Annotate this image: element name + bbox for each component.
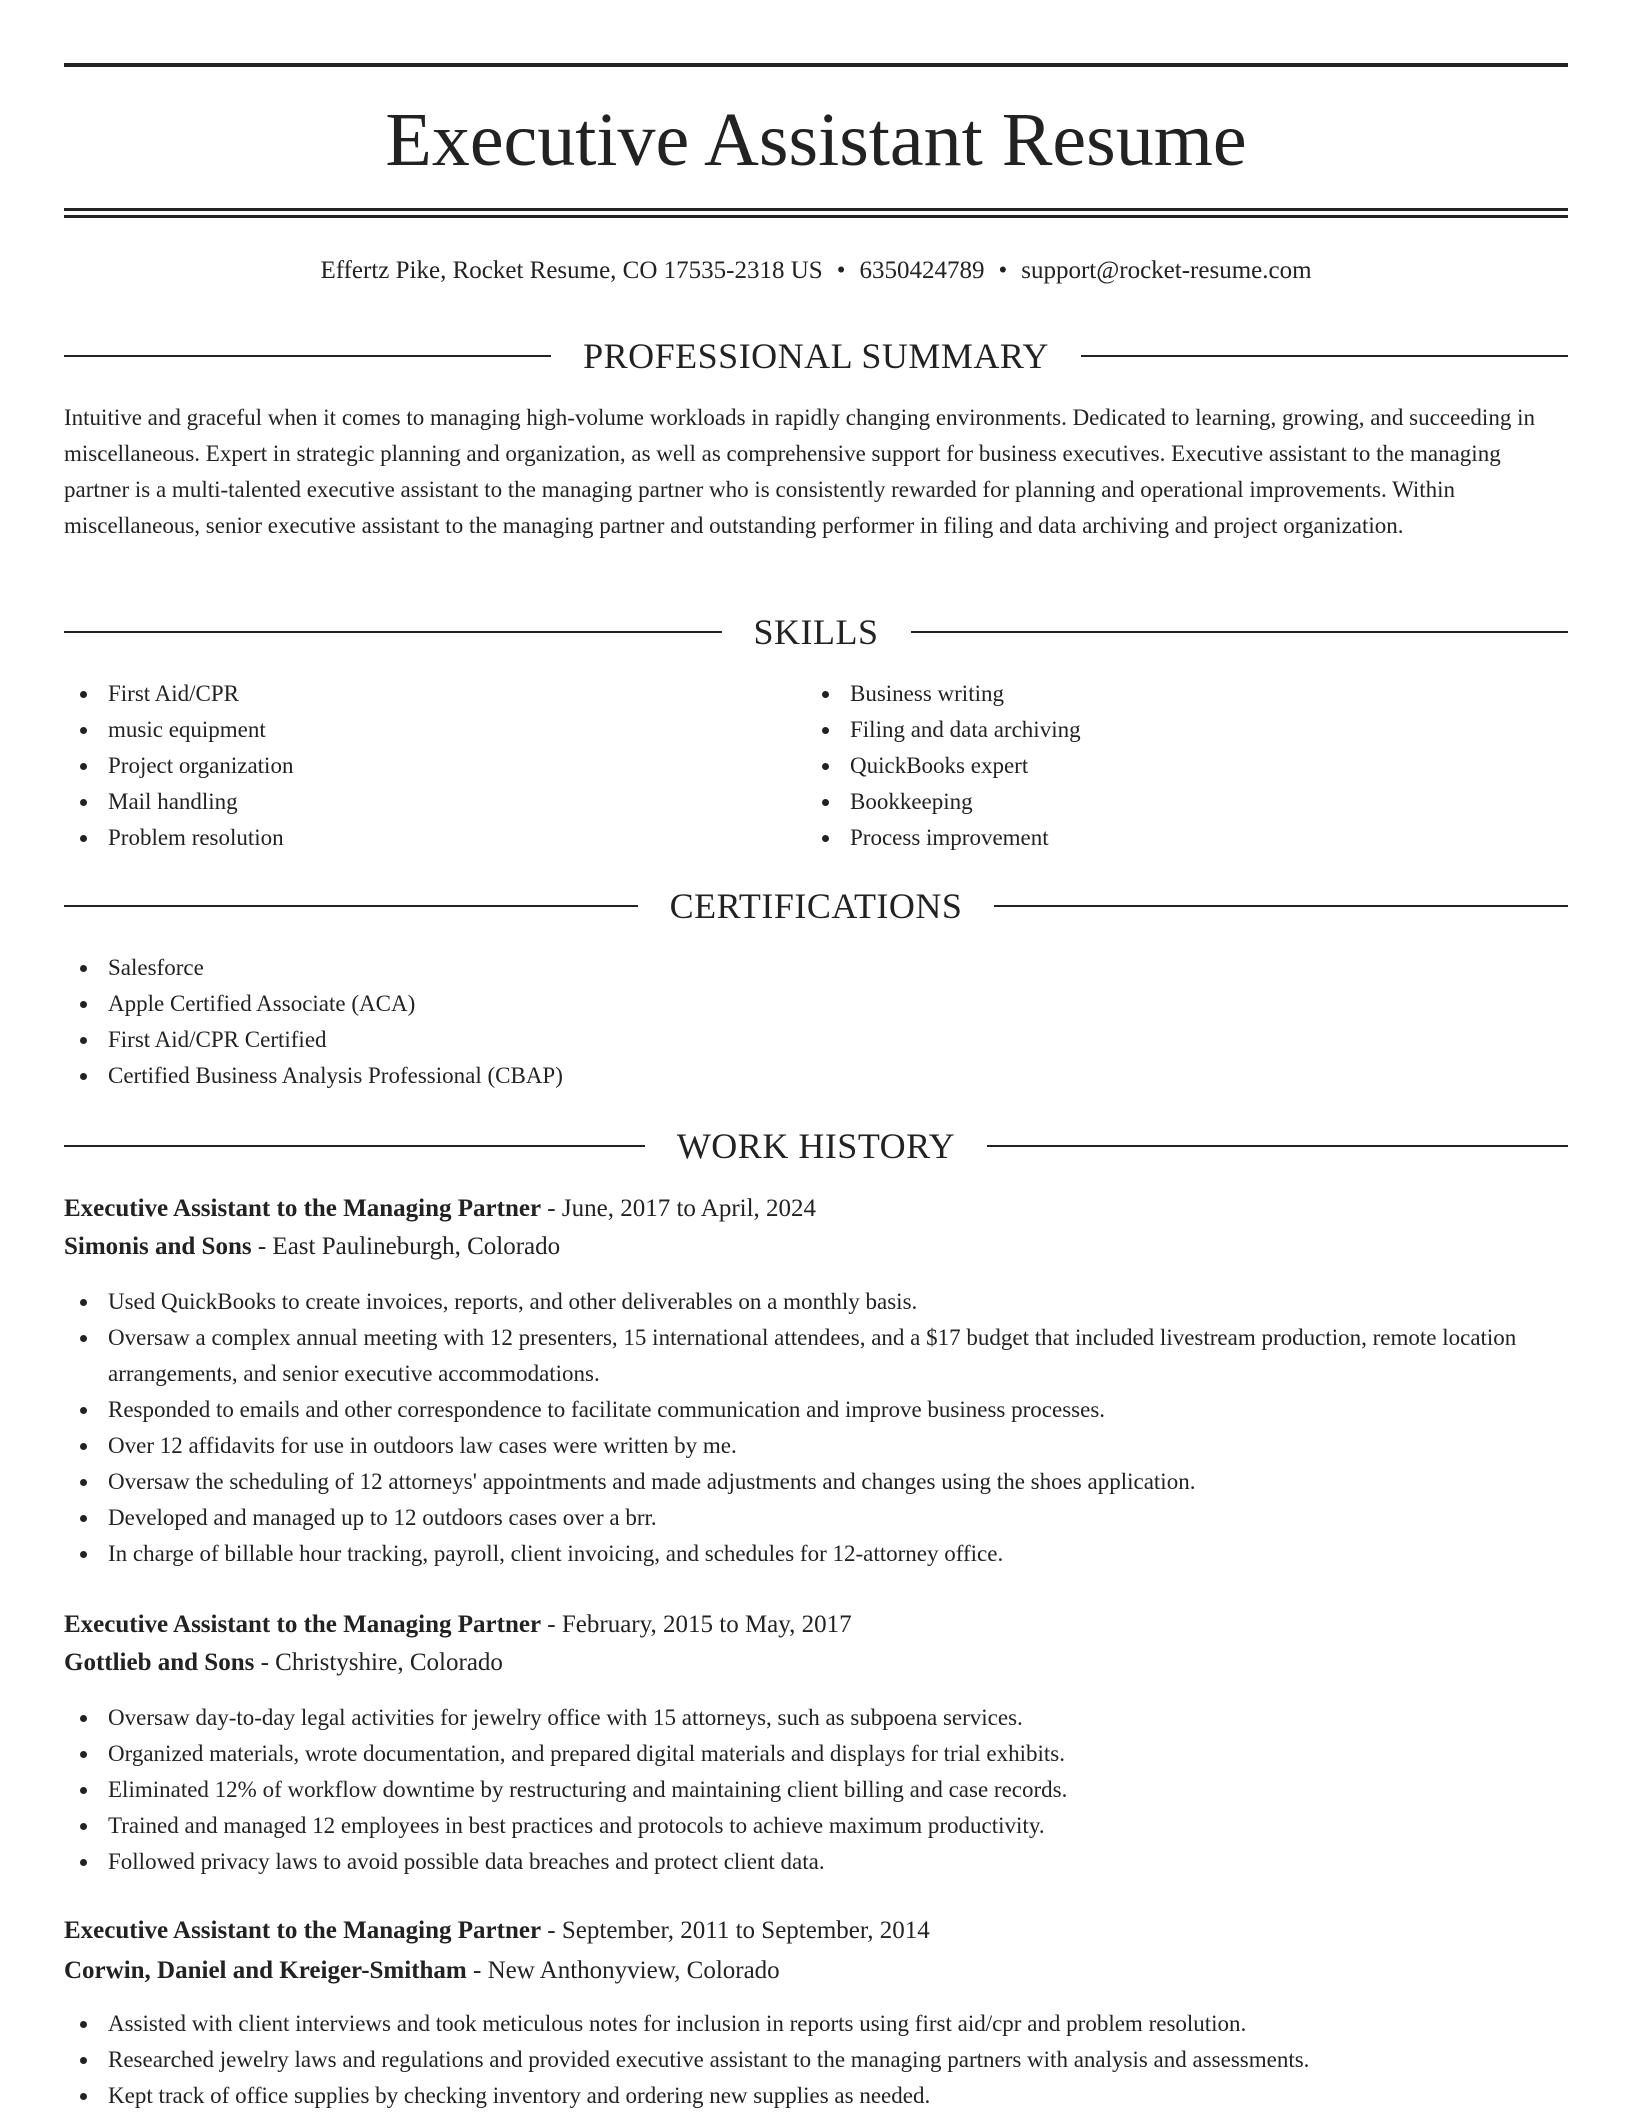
job-company: Gottlieb and Sons [64,1649,255,1676]
skill-item: Process improvement [806,820,1566,856]
contact-phone: 6350424789 [859,257,985,284]
skill-item: QuickBooks expert [806,748,1566,784]
certification-item: First Aid/CPR Certified [64,1022,1568,1058]
skill-item: Project organization [64,748,804,784]
job-bullet: In charge of billable hour tracking, payroll, client invoicing, and schedules for 12-attorney office. [64,1536,1568,1572]
job-bullet: Organized materials, wrote documentation, and prepared digital materials and displays for trial exhibits. [64,1736,1568,1772]
job-company-line [64,1644,1568,1682]
job-dates: - June, 2017 to April, 2024 [541,1195,817,1222]
job-bullet-list [64,1700,1568,1880]
contact-line [64,254,1568,288]
certifications-list [64,950,1568,1094]
skills-column-left [64,676,804,856]
contact-separator: • [998,257,1008,284]
skill-item: Business writing [806,676,1566,712]
certifications-section [64,950,1568,1094]
job-title: Executive Assistant to the Managing Partner [64,1917,542,1944]
work-history-heading [64,1124,1568,1168]
job-bullet: Oversaw day-to-day legal activities for jewelry office with 15 attorneys, such as subpoena services. [64,1700,1568,1736]
certifications-heading [64,884,1568,928]
title-double-rule [64,208,1568,218]
job-duties [64,1700,1568,1880]
heading-rule-right [994,905,1568,907]
heading-rule-left [64,905,638,907]
heading-rule-right [987,1145,1568,1147]
job-bullet: Oversaw the scheduling of 12 attorneys' appointments and made adjustments and changes using the shoes application. [64,1464,1568,1500]
job-title: Executive Assistant to the Managing Partner [64,1195,542,1222]
skills-list-right [806,676,1566,856]
job-bullet: Over 12 affidavits for use in outdoors law cases were written by me. [64,1428,1568,1464]
job-bullet: Trained and managed 12 employees in best practices and protocols to achieve maximum productivity. [64,1808,1568,1844]
skill-item: music equipment [64,712,804,748]
job-title: Executive Assistant to the Managing Partner [64,1611,542,1638]
summary-heading [64,334,1568,378]
job-bullet: Developed and managed up to 12 outdoors cases over a brr. [64,1500,1568,1536]
job-duties [64,2006,1568,2114]
skill-item: First Aid/CPR [64,676,804,712]
job-company: Corwin, Daniel and Kreiger-Smitham [64,1957,467,1984]
contact-email: support@rocket-resume.com [1021,257,1312,284]
job-bullet: Followed privacy laws to avoid possible data breaches and protect client data. [64,1844,1568,1880]
certifications-heading-text: CERTIFICATIONS [669,886,963,926]
job-bullet: Kept track of office supplies by checking inventory and ordering new supplies as needed. [64,2078,1568,2114]
job-title-line [64,1606,1568,1644]
job-company-line [64,1952,1568,1990]
job-bullet: Assisted with client interviews and took meticulous notes for inclusion in reports using first aid/cpr and problem resolution. [64,2006,1568,2042]
skills-column-right [806,676,1566,856]
job-duties [64,1284,1568,1572]
heading-rule-right [1081,355,1568,357]
job-location: - East Paulineburgh, Colorado [251,1233,561,1260]
work-history-heading-text: WORK HISTORY [676,1126,956,1166]
job-title-line [64,1912,1568,1950]
heading-rule-right [911,631,1569,633]
job-dates: - September, 2011 to September, 2014 [541,1917,930,1944]
job-bullet-list [64,2006,1568,2114]
summary-heading-text: PROFESSIONAL SUMMARY [583,336,1049,376]
job-company: Simonis and Sons [64,1233,252,1260]
certification-item: Certified Business Analysis Professional (CBAP) [64,1058,1568,1094]
top-rule [64,63,1568,67]
job-dates: - February, 2015 to May, 2017 [541,1611,852,1638]
skill-item: Problem resolution [64,820,804,856]
job-bullet-list [64,1284,1568,1572]
heading-rule-left [64,355,551,357]
skill-item: Filing and data archiving [806,712,1566,748]
job-title-line [64,1190,1568,1228]
job-bullet: Eliminated 12% of workflow downtime by restructuring and maintaining client billing and case records. [64,1772,1568,1808]
job-bullet: Used QuickBooks to create invoices, reports, and other deliverables on a monthly basis. [64,1284,1568,1320]
summary-text: Intuitive and graceful when it comes to managing high-volume workloads in rapidly changing environments. Dedicated to learning, growing, and succeeding in miscellaneous. Expert in strategic planning and organization, as well as comprehensive support for business executives. Executive assistant to the managing partner is a multi-talented executive assistant to the managing partner who is consistently rewarded for planning and operational improvements. Within miscellaneous, senior executive assistant to the managing partner and outstanding performer in filing and data archiving and project organization. [64,405,1535,538]
skill-item: Bookkeeping [806,784,1566,820]
job-bullet: Researched jewelry laws and regulations and provided executive assistant to the managing partners with analysis and assessments. [64,2042,1568,2078]
heading-rule-left [64,1145,645,1147]
job-company-line [64,1228,1568,1266]
job-location: - New Anthonyview, Colorado [466,1957,780,1984]
certification-item: Salesforce [64,950,1568,986]
job-location: - Christyshire, Colorado [254,1649,503,1676]
skills-list-left [64,676,804,856]
skill-item: Mail handling [64,784,804,820]
contact-address: Effertz Pike, Rocket Resume, CO 17535-2318 US [320,257,823,284]
job-bullet: Oversaw a complex annual meeting with 12 presenters, 15 international attendees, and a $17 budget that included livestream production, remote location arrangements, and senior executive accommodations. [64,1320,1568,1392]
contact-separator: • [836,257,846,284]
skills-heading [64,610,1568,654]
heading-rule-left [64,631,722,633]
resume-title: Executive Assistant Resume [385,98,1247,182]
skills-heading-text: SKILLS [753,612,879,652]
certification-item: Apple Certified Associate (ACA) [64,986,1568,1022]
job-bullet: Responded to emails and other correspondence to facilitate communication and improve business processes. [64,1392,1568,1428]
